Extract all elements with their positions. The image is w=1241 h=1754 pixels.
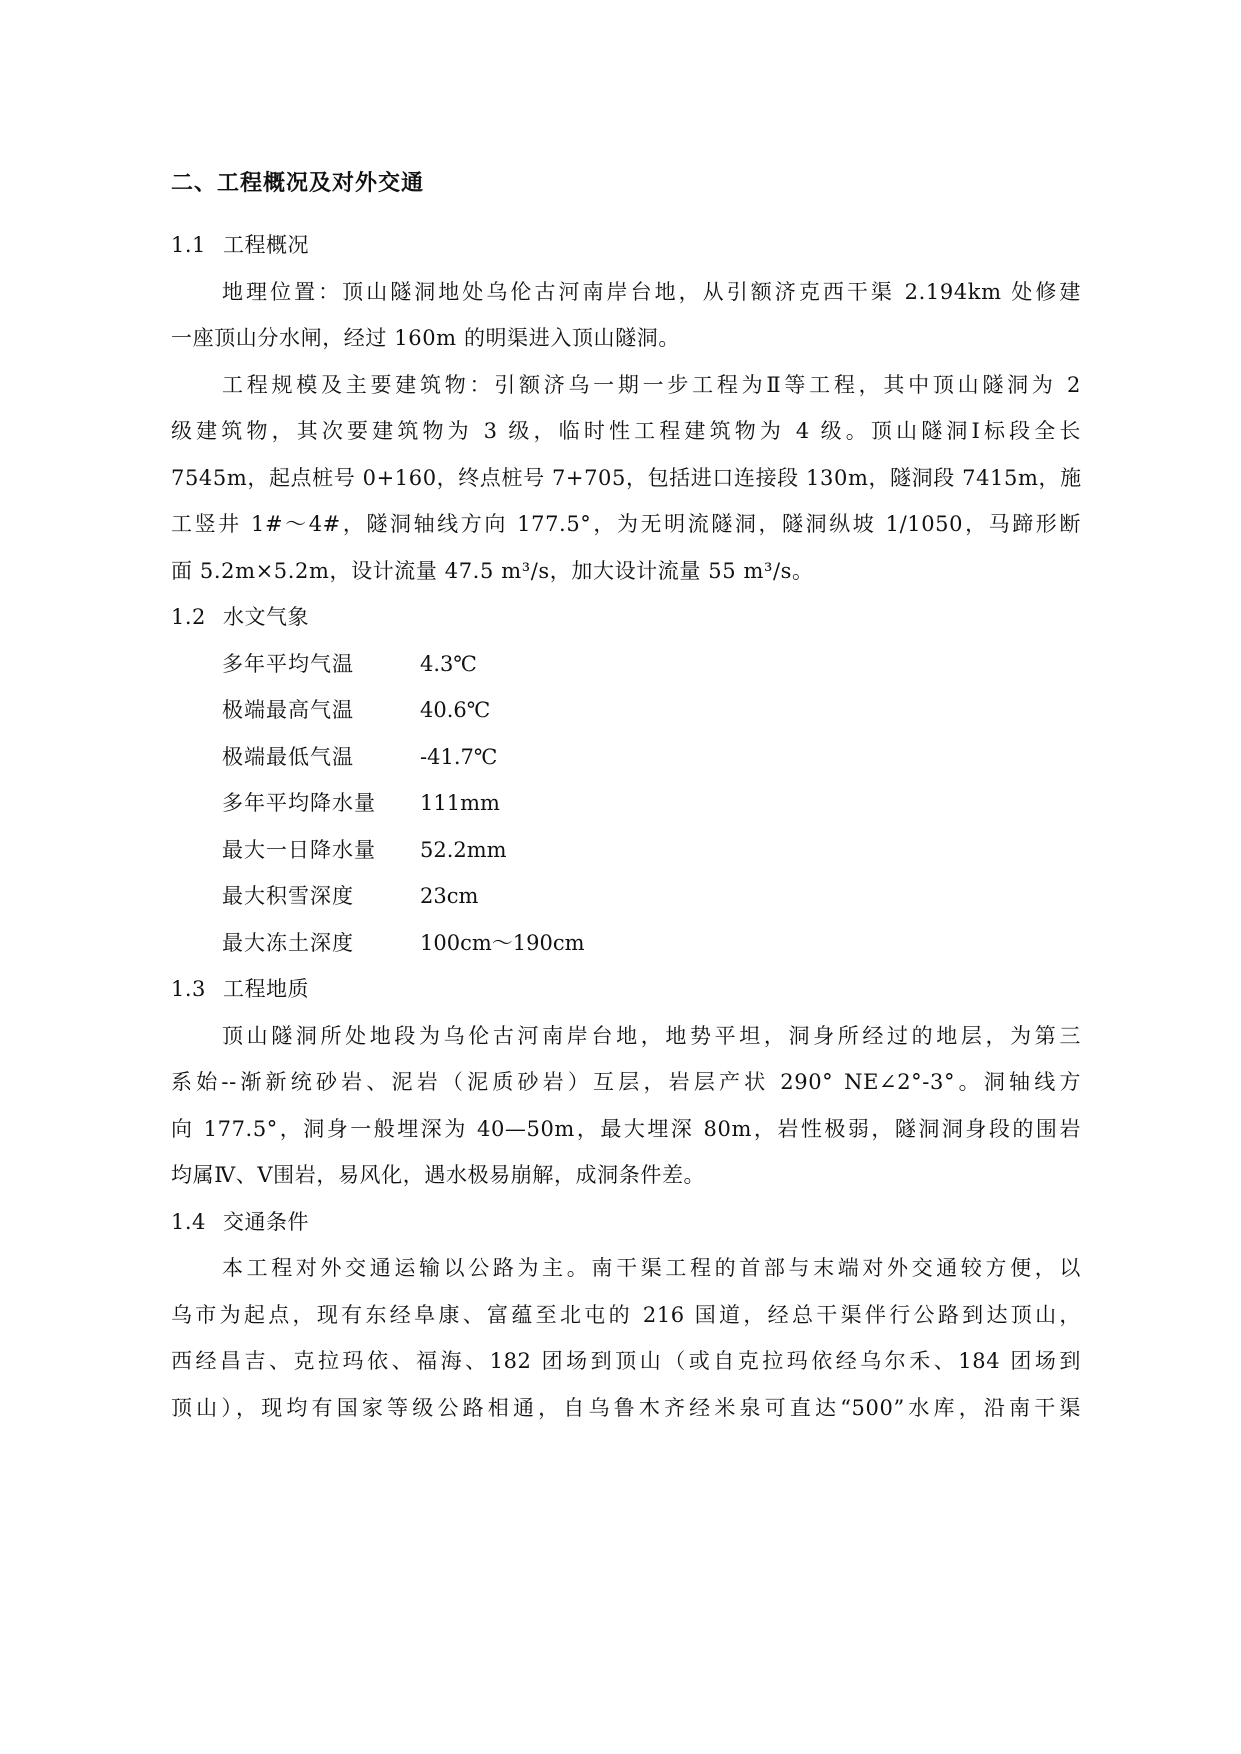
climate-label: 多年平均气温	[222, 652, 354, 676]
paragraph-line: 乌市为起点，现有东经阜康、富蕴至北屯的 216 国道，经总干渠伴行公路到达顶山，	[171, 1303, 1081, 1327]
climate-value: -41.7℃	[420, 745, 498, 769]
climate-value: 111mm	[420, 791, 500, 815]
climate-value: 4.3℃	[420, 652, 477, 676]
climate-row	[222, 648, 477, 678]
climate-value: 40.6℃	[420, 698, 491, 722]
paragraph-line: 工竖井 1#～4#，隧洞轴线方向 177.5°，为无明流隧洞，隧洞纵坡 1/1050，马蹄形断	[171, 512, 1081, 536]
section-title: 水文气象	[223, 605, 309, 629]
climate-value: 23cm	[420, 884, 479, 908]
paragraph-line: 向 177.5°，洞身一般埋深为 40—50m，最大埋深 80m，岩性极弱，隧洞洞身段的围岩	[171, 1117, 1081, 1141]
chapter-heading: 二、工程概况及对外交通	[171, 171, 425, 196]
section-title: 工程概况	[223, 233, 309, 257]
climate-value: 100cm～190cm	[420, 931, 585, 955]
paragraph-line: 系始--渐新统砂岩、泥岩（泥质砂岩）互层，岩层产状 290° NE∠2°-3°。洞轴线方	[171, 1070, 1081, 1094]
section-title: 工程地质	[223, 977, 309, 1001]
climate-row	[222, 927, 585, 957]
section-number: 1.3	[171, 977, 206, 1001]
section-number: 1.1	[171, 233, 206, 257]
section-title: 交通条件	[223, 1210, 309, 1234]
paragraph-line: 西经昌吉、克拉玛依、福海、182 团场到顶山（或自克拉玛依经乌尔禾、184 团场到	[171, 1349, 1081, 1373]
climate-row	[222, 880, 478, 910]
paragraph-line: 一座顶山分水闸，经过 160m 的明渠进入顶山隧洞。	[171, 326, 680, 350]
climate-label: 最大一日降水量	[222, 838, 376, 862]
paragraph-line: 顶山隧洞所处地段为乌伦古河南岸台地，地势平坦，洞身所经过的地层，为第三	[222, 1024, 1081, 1048]
climate-row	[222, 741, 497, 771]
section-1-3-heading	[171, 973, 309, 1003]
section-1-4-heading	[171, 1206, 309, 1236]
climate-row	[222, 787, 500, 817]
paragraph-line: 工程规模及主要建筑物：引额济乌一期一步工程为Ⅱ等工程，其中顶山隧洞为 2	[222, 373, 1081, 397]
climate-row	[222, 834, 507, 864]
climate-label: 多年平均降水量	[222, 791, 376, 815]
climate-row	[222, 694, 490, 724]
paragraph-line: 均属Ⅳ、Ⅴ围岩，易风化，遇水极易崩解，成洞条件差。	[171, 1163, 706, 1187]
climate-value: 52.2mm	[420, 838, 507, 862]
section-1-1-heading	[171, 229, 309, 259]
section-number: 1.4	[171, 1210, 206, 1234]
paragraph-line: 地理位置：顶山隧洞地处乌伦古河南岸台地，从引额济克西干渠 2.194km 处修建	[222, 280, 1081, 304]
climate-label: 极端最低气温	[222, 745, 354, 769]
paragraph-line: 7545m，起点桩号 0+160，终点桩号 7+705，包括进口连接段 130m，隧洞段 7415m，施	[171, 466, 1082, 490]
paragraph-line: 面 5.2m×5.2m，设计流量 47.5 m³/s，加大设计流量 55 m³/s。	[171, 559, 814, 583]
paragraph-line: 顶山），现均有国家等级公路相通，自乌鲁木齐经米泉可直达“500”水库，沿南干渠	[171, 1396, 1081, 1420]
paragraph-line: 本工程对外交通运输以公路为主。南干渠工程的首部与末端对外交通较方便，以	[222, 1256, 1081, 1280]
section-1-2-heading	[171, 601, 309, 631]
climate-label: 极端最高气温	[222, 698, 354, 722]
climate-label: 最大冻土深度	[222, 931, 354, 955]
climate-label: 最大积雪深度	[222, 884, 354, 908]
paragraph-line: 级建筑物，其次要建筑物为 3 级，临时性工程建筑物为 4 级。顶山隧洞Ⅰ标段全长	[171, 419, 1081, 443]
section-number: 1.2	[171, 605, 206, 629]
